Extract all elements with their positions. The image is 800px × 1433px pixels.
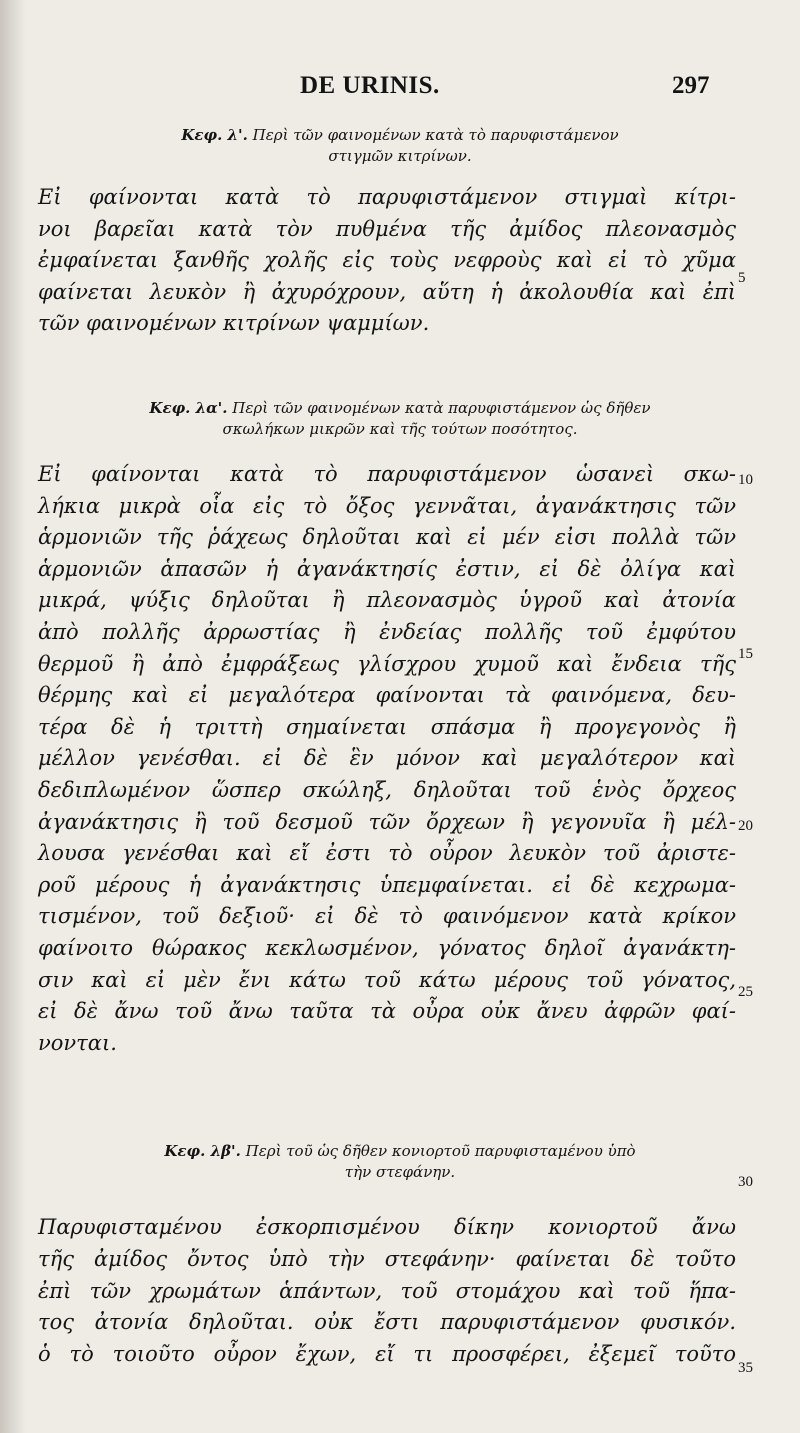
chapter-heading-line-1 (60, 1141, 740, 1162)
text-line: ροῦ μέρους ἡ ἀγανάκτησις ὑπεμφαίνεται. εἰ δὲ κεχρωμα- (38, 872, 736, 897)
text-line: ἐμφαίνεται ξανθῆς χολῆς εἰς τοὺς νεφροὺς καὶ εἰ τὸ χῦμα (38, 248, 736, 273)
line-number: 10 (738, 472, 753, 488)
text-line: ἁρμονιῶν ἁπασῶν ἡ ἀγανάκτησίς ἐστιν, εἰ δὲ ὀλίγα καὶ (38, 556, 736, 581)
page-header (0, 62, 800, 112)
chapter-title: Περὶ τοῦ ὡς δῆθεν κονιορτοῦ παρυφισταμένου ὑπὸ (245, 1142, 636, 1160)
text-line: μέλλον γενέσθαι. εἰ δὲ ἓν μόνον καὶ μεγαλότερον καὶ (38, 746, 736, 771)
text-line: λήκια μικρὰ οἷα εἰς τὸ ὄξος γεννᾶται, ἀγανάκτησις τῶν (38, 493, 736, 518)
text-line: θέρμης καὶ εἰ μεγαλότερα φαίνονται τὰ φαινόμενα, δευ- (38, 683, 736, 708)
chapter-heading-line-1 (60, 398, 740, 419)
paragraph-chapter-32 (38, 1212, 736, 1371)
chapter-heading-30 (60, 125, 740, 167)
text-line: τῶν φαινομένων κιτρίνων ψαμμίων. (38, 311, 430, 336)
page-number: 297 (672, 72, 710, 99)
text-line: τῆς ἀμίδος ὄντος ὑπὸ τὴν στεφάνην· φαίνεται δὲ τοῦτο (38, 1246, 736, 1271)
text-line: φαίνεται λευκὸν ἢ ἀχυρόχρουν, αὕτη ἡ ἀκολουθία καὶ ἐπὶ (38, 279, 736, 304)
chapter-title-continuation: στιγμῶν κιτρίνων. (328, 147, 472, 165)
text-line: εἰ δὲ ἄνω τοῦ ἄνω ταῦτα τὰ οὖρα οὐκ ἄνευ ἀφρῶν φαί- (38, 999, 736, 1024)
chapter-heading-31 (60, 398, 740, 440)
chapter-number: Κεφ. λβ'. (164, 1142, 241, 1160)
line-number: 30 (738, 1174, 753, 1190)
chapter-title: Περὶ τῶν φαινομένων κατὰ παρυφιστάμενον ὡς δῆθεν (232, 399, 651, 417)
line-number: 35 (738, 1360, 753, 1376)
text-line: μικρά, ψύξις δηλοῦται ἢ πλεονασμὸς ὑγροῦ καὶ ἀτονία (38, 588, 736, 613)
paragraph-chapter-30 (38, 182, 736, 340)
text-line: ἐπὶ τῶν χρωμάτων ἁπάντων, τοῦ στομάχου καὶ τοῦ ἥπα- (38, 1278, 736, 1303)
text-line: ἀπὸ πολλῆς ἀρρωστίας ἢ ἐνδείας πολλῆς τοῦ ἐμφύτου (38, 619, 736, 644)
text-line: νονται. (38, 1030, 117, 1055)
text-line: τος ἀτονία δηλοῦται. οὐκ ἔστι παρυφιστάμενον φυσικόν. (38, 1310, 736, 1335)
text-line: τισμένον, τοῦ δεξιοῦ· εἰ δὲ τὸ φαινόμενον κατὰ κρίκον (38, 904, 736, 929)
chapter-number: Κεφ. λ'. (181, 126, 248, 144)
chapter-title: Περὶ τῶν φαινομένων κατὰ τὸ παρυφιστάμενον (252, 126, 619, 144)
text-line: δεδιπλωμένον ὥσπερ σκώληξ, δηλοῦται τοῦ ἑνὸς ὄρχεος (38, 777, 736, 802)
chapter-heading-line-1 (60, 125, 740, 146)
paragraph-chapter-31 (38, 459, 736, 1059)
text-line: ἁρμονιῶν τῆς ῥάχεως δηλοῦται καὶ εἰ μέν εἰσι πολλὰ τῶν (38, 525, 736, 550)
text-line: θερμοῦ ἢ ἀπὸ ἐμφράξεως γλίσχρου χυμοῦ καὶ ἔνδεια τῆς (38, 651, 736, 676)
line-number: 20 (738, 818, 753, 834)
chapter-number: Κεφ. λα'. (149, 399, 228, 417)
chapter-title-continuation: τὴν στεφάνην. (344, 1163, 456, 1181)
text-line: φαίνοιτο θώρακος κεκλωσμένον, γόνατος δηλοῖ ἀγανάκτη- (38, 935, 736, 960)
text-line: Εἰ φαίνονται κατὰ τὸ παρυφιστάμενον στιγμαὶ κίτρι- (38, 185, 736, 209)
text-line: τέρα δὲ ἡ τριττὴ σημαίνεται σπάσμα ἢ προγεγονὸς ἢ (38, 714, 736, 739)
page-gutter-shadow (0, 0, 26, 1433)
text-line: Παρυφισταμένου ἐσκορπισμένου δίκην κονιορτοῦ ἄνω (38, 1215, 736, 1239)
running-title: DE URINIS. (300, 72, 440, 99)
chapter-title-continuation: σκωλήκων μικρῶν καὶ τῆς τούτων ποσότητος. (222, 420, 578, 438)
text-line: λουσα γενέσθαι καὶ εἴ ἐστι τὸ οὖρον λευκὸν τοῦ ἀριστε- (38, 841, 736, 866)
text-line: Εἰ φαίνονται κατὰ τὸ παρυφιστάμενον ὡσανεὶ σκω- (38, 462, 736, 486)
text-line: σιν καὶ εἰ μὲν ἔνι κάτω τοῦ κάτω μέρους τοῦ γόνατος, (38, 967, 736, 992)
line-number: 15 (738, 646, 753, 662)
line-number: 25 (738, 984, 753, 1000)
text-line: ἀγανάκτησις ἢ τοῦ δεσμοῦ τῶν ὄρχεων ἢ γεγονυῖα ἢ μέλ- (38, 809, 736, 834)
chapter-heading-32 (60, 1141, 740, 1183)
line-number: 5 (738, 270, 746, 286)
text-line: ὁ τὸ τοιοῦτο οὖρον ἔχων, εἴ τι προσφέρει, ἐξεμεῖ τοῦτο (38, 1342, 736, 1367)
text-line: νοι βαρεῖαι κατὰ τὸν πυθμένα τῆς ἀμίδος πλεονασμὸς (38, 216, 736, 241)
